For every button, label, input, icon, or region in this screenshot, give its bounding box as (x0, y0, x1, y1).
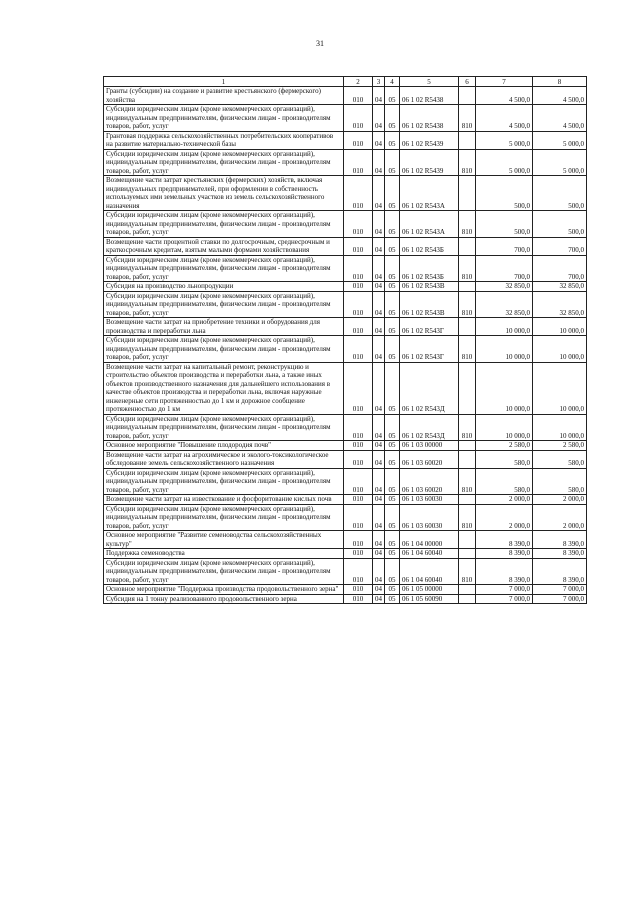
expense-type-cell: 810 (459, 414, 476, 441)
amount-cell: 4 500,0 (476, 87, 533, 105)
subsection-cell: 05 (385, 291, 400, 318)
amount-cell: 500,0 (533, 211, 587, 238)
row-name-cell: Субсидии юридическим лицам (кроме некоммерческих организаций), индивидуальным предпринимателям, физическим лицам - производителям товаров, работ, услуг (104, 149, 344, 176)
amount-cell: 2 000,0 (476, 495, 533, 505)
header-cell-8: 8 (533, 77, 587, 87)
row-name-cell: Возмещение части процентной ставки по долгосрочным, среднесрочным и краткосрочным кредитам, взятым малыми формами хозяйствования (104, 237, 344, 255)
row-name-cell: Возмещение части затрат на агрохимическое и эколого-токсикологическое обследование земель сельскохозяйственного назначения (104, 450, 344, 468)
target-article-cell: 06 1 02 R543А (400, 176, 459, 211)
subsection-cell: 05 (385, 558, 400, 585)
target-article-cell: 06 1 03 60030 (400, 495, 459, 505)
target-article-cell: 06 1 04 60040 (400, 549, 459, 559)
amount-cell: 32 850,0 (533, 282, 587, 292)
code-cell: 010 (344, 87, 373, 105)
expense-type-cell (459, 87, 476, 105)
section-cell: 04 (373, 105, 385, 132)
code-cell: 010 (344, 176, 373, 211)
amount-cell: 2 000,0 (476, 504, 533, 531)
table-row (104, 558, 587, 585)
row-name-cell: Субсидии юридическим лицам (кроме некоммерческих организаций), индивидуальным предпринимателям, физическим лицам - производителям товаров, работ, услуг (104, 468, 344, 495)
table-row (104, 282, 587, 292)
code-cell: 010 (344, 468, 373, 495)
amount-cell: 8 390,0 (476, 531, 533, 549)
row-name-cell: Грантовая поддержка сельскохозяйственных потребительских кооперативов на развитие материально-технической базы (104, 131, 344, 149)
amount-cell: 8 390,0 (533, 531, 587, 549)
row-name-cell: Субсидии юридическим лицам (кроме некоммерческих организаций), индивидуальным предпринимателям, физическим лицам - производителям товаров, работ, услуг (104, 336, 344, 363)
expense-type-cell (459, 585, 476, 595)
amount-cell: 7 000,0 (533, 585, 587, 595)
target-article-cell: 06 1 02 R543А (400, 211, 459, 238)
subsection-cell: 05 (385, 594, 400, 604)
header-cell-7: 7 (476, 77, 533, 87)
table-row (104, 585, 587, 595)
amount-cell: 700,0 (476, 237, 533, 255)
subsection-cell: 05 (385, 362, 400, 414)
amount-cell: 7 000,0 (533, 594, 587, 604)
row-name-cell: Субсидии юридическим лицам (кроме некоммерческих организаций), индивидуальным предпринимателям, физическим лицам - производителям товаров, работ, услуг (104, 105, 344, 132)
expense-type-cell: 810 (459, 558, 476, 585)
section-cell: 04 (373, 131, 385, 149)
code-cell: 010 (344, 237, 373, 255)
amount-cell: 10 000,0 (476, 362, 533, 414)
expense-type-cell (459, 282, 476, 292)
code-cell: 010 (344, 211, 373, 238)
row-name-cell: Субсидии юридическим лицам (кроме некоммерческих организаций), индивидуальным предпринимателям, физическим лицам - производителям товаров, работ, услуг (104, 255, 344, 282)
subsection-cell: 05 (385, 176, 400, 211)
code-cell: 010 (344, 549, 373, 559)
amount-cell: 10 000,0 (476, 318, 533, 336)
table-row (104, 149, 587, 176)
amount-cell: 8 390,0 (533, 558, 587, 585)
subsection-cell: 05 (385, 255, 400, 282)
section-cell: 04 (373, 558, 385, 585)
amount-cell: 32 850,0 (476, 282, 533, 292)
amount-cell: 4 500,0 (533, 87, 587, 105)
code-cell: 010 (344, 414, 373, 441)
target-article-cell: 06 1 02 R5438 (400, 105, 459, 132)
table-row (104, 291, 587, 318)
subsection-cell: 05 (385, 131, 400, 149)
code-cell: 010 (344, 291, 373, 318)
header-cell-2: 2 (344, 77, 373, 87)
expense-type-cell: 810 (459, 336, 476, 363)
amount-cell: 32 850,0 (533, 291, 587, 318)
section-cell: 04 (373, 531, 385, 549)
expense-type-cell: 810 (459, 211, 476, 238)
section-cell: 04 (373, 594, 385, 604)
amount-cell: 580,0 (533, 468, 587, 495)
table-row (104, 504, 587, 531)
target-article-cell: 06 1 04 60040 (400, 558, 459, 585)
row-name-cell: Субсидия на 1 тонну реализованного продовольственного зерна (104, 594, 344, 604)
expense-type-cell (459, 237, 476, 255)
code-cell: 010 (344, 531, 373, 549)
amount-cell: 580,0 (476, 450, 533, 468)
table-row (104, 531, 587, 549)
section-cell: 04 (373, 450, 385, 468)
section-cell: 04 (373, 414, 385, 441)
amount-cell: 500,0 (476, 211, 533, 238)
target-article-cell: 06 1 02 R543Г (400, 318, 459, 336)
code-cell: 010 (344, 131, 373, 149)
amount-cell: 5 000,0 (476, 131, 533, 149)
code-cell: 010 (344, 255, 373, 282)
table-row (104, 468, 587, 495)
subsection-cell: 05 (385, 105, 400, 132)
amount-cell: 580,0 (476, 468, 533, 495)
row-name-cell: Поддержка семеноводства (104, 549, 344, 559)
target-article-cell: 06 1 02 R5438 (400, 87, 459, 105)
amount-cell: 700,0 (533, 255, 587, 282)
section-cell: 04 (373, 441, 385, 451)
target-article-cell: 06 1 02 R543В (400, 282, 459, 292)
table-row (104, 237, 587, 255)
row-name-cell: Возмещение части затрат на приобретение техники и оборудования для производства и переработки льна (104, 318, 344, 336)
row-name-cell: Возмещение части затрат на капитальный ремонт, реконструкцию и строительство объектов производства и переработки льна, а также иных объектов производственного назначения для дальнейшего использования в качестве объектов производства и переработки льна, включая наружные инженерные сети протяженностью до 1 км и дорожное сообщение протяженностью до 1 км (104, 362, 344, 414)
expense-type-cell (459, 176, 476, 211)
table-header-row (104, 77, 587, 87)
subsection-cell: 05 (385, 211, 400, 238)
subsection-cell: 05 (385, 450, 400, 468)
target-article-cell: 06 1 02 R5439 (400, 149, 459, 176)
section-cell: 04 (373, 585, 385, 595)
table-row (104, 414, 587, 441)
target-article-cell: 06 1 04 00000 (400, 531, 459, 549)
code-cell: 010 (344, 149, 373, 176)
target-article-cell: 06 1 02 R543Г (400, 336, 459, 363)
target-article-cell: 06 1 05 00000 (400, 585, 459, 595)
row-name-cell: Основное мероприятие "Повышение плодородия почв" (104, 441, 344, 451)
header-cell-4: 4 (385, 77, 400, 87)
expense-type-cell: 810 (459, 291, 476, 318)
amount-cell: 8 390,0 (533, 549, 587, 559)
amount-cell: 10 000,0 (533, 318, 587, 336)
amount-cell: 5 000,0 (476, 149, 533, 176)
table-row (104, 450, 587, 468)
expense-type-cell: 810 (459, 105, 476, 132)
row-name-cell: Возмещение части затрат на известкование и фосфоритование кислых почв (104, 495, 344, 505)
row-name-cell: Основное мероприятие "Развитие семеноводства сельскохозяйственных культур" (104, 531, 344, 549)
amount-cell: 4 500,0 (533, 105, 587, 132)
code-cell: 010 (344, 105, 373, 132)
target-article-cell: 06 1 02 R5439 (400, 131, 459, 149)
amount-cell: 7 000,0 (476, 594, 533, 604)
amount-cell: 10 000,0 (533, 414, 587, 441)
page-number: 31 (316, 39, 324, 48)
code-cell: 010 (344, 362, 373, 414)
target-article-cell: 06 1 03 60020 (400, 450, 459, 468)
expense-type-cell (459, 362, 476, 414)
section-cell: 04 (373, 468, 385, 495)
subsection-cell: 05 (385, 441, 400, 451)
row-name-cell: Возмещение части затрат крестьянских (фермерских) хозяйств, включая индивидуальных предпринимателей, при оформлении в собственность используемых ими земельных участков из земель сельскохозяйственного назначения (104, 176, 344, 211)
code-cell: 010 (344, 441, 373, 451)
header-cell-3: 3 (373, 77, 385, 87)
table-row (104, 549, 587, 559)
expense-type-cell: 810 (459, 504, 476, 531)
expense-type-cell (459, 531, 476, 549)
amount-cell: 2 000,0 (533, 504, 587, 531)
amount-cell: 2 000,0 (533, 495, 587, 505)
expense-type-cell (459, 450, 476, 468)
amount-cell: 10 000,0 (533, 362, 587, 414)
expense-type-cell: 810 (459, 468, 476, 495)
code-cell: 010 (344, 504, 373, 531)
section-cell: 04 (373, 176, 385, 211)
section-cell: 04 (373, 504, 385, 531)
target-article-cell: 06 1 02 R543Д (400, 414, 459, 441)
budget-table (103, 76, 587, 604)
row-name-cell: Гранты (субсидии) на создание и развитие крестьянского (фермерского) хозяйства (104, 87, 344, 105)
expense-type-cell: 810 (459, 149, 476, 176)
table-row (104, 211, 587, 238)
target-article-cell: 06 1 02 R543Б (400, 255, 459, 282)
section-cell: 04 (373, 149, 385, 176)
table-row (104, 255, 587, 282)
row-name-cell: Субсидии юридическим лицам (кроме некоммерческих организаций), индивидуальным предпринимателям, физическим лицам - производителям товаров, работ, услуг (104, 291, 344, 318)
subsection-cell: 05 (385, 149, 400, 176)
code-cell: 010 (344, 450, 373, 468)
target-article-cell: 06 1 03 60020 (400, 468, 459, 495)
section-cell: 04 (373, 291, 385, 318)
subsection-cell: 05 (385, 495, 400, 505)
expense-type-cell (459, 131, 476, 149)
code-cell: 010 (344, 495, 373, 505)
subsection-cell: 05 (385, 549, 400, 559)
header-cell-5: 5 (400, 77, 459, 87)
code-cell: 010 (344, 594, 373, 604)
amount-cell: 8 390,0 (476, 549, 533, 559)
row-name-cell: Субсидии юридическим лицам (кроме некоммерческих организаций), индивидуальным предпринимателям, физическим лицам - производителям товаров, работ, услуг (104, 558, 344, 585)
row-name-cell: Субсидия на производство льнопродукции (104, 282, 344, 292)
subsection-cell: 05 (385, 318, 400, 336)
amount-cell: 5 000,0 (533, 131, 587, 149)
target-article-cell: 06 1 02 R543Д (400, 362, 459, 414)
target-article-cell: 06 1 02 R543Б (400, 237, 459, 255)
code-cell: 010 (344, 282, 373, 292)
table-row (104, 594, 587, 604)
section-cell: 04 (373, 495, 385, 505)
section-cell: 04 (373, 318, 385, 336)
section-cell: 04 (373, 549, 385, 559)
expense-type-cell (459, 549, 476, 559)
subsection-cell: 05 (385, 87, 400, 105)
amount-cell: 500,0 (476, 176, 533, 211)
header-cell-6: 6 (459, 77, 476, 87)
amount-cell: 500,0 (533, 176, 587, 211)
expense-type-cell (459, 495, 476, 505)
section-cell: 04 (373, 255, 385, 282)
row-name-cell: Основное мероприятие "Поддержка производства продовольственного зерна" (104, 585, 344, 595)
target-article-cell: 06 1 03 00000 (400, 441, 459, 451)
header-cell-1: 1 (104, 77, 344, 87)
section-cell: 04 (373, 211, 385, 238)
table-row (104, 318, 587, 336)
amount-cell: 4 500,0 (476, 105, 533, 132)
row-name-cell: Субсидии юридическим лицам (кроме некоммерческих организаций), индивидуальным предпринимателям, физическим лицам - производителям товаров, работ, услуг (104, 211, 344, 238)
amount-cell: 32 850,0 (476, 291, 533, 318)
subsection-cell: 05 (385, 282, 400, 292)
expense-type-cell (459, 318, 476, 336)
code-cell: 010 (344, 336, 373, 363)
code-cell: 010 (344, 585, 373, 595)
target-article-cell: 06 1 05 60090 (400, 594, 459, 604)
section-cell: 04 (373, 282, 385, 292)
table-row (104, 495, 587, 505)
target-article-cell: 06 1 03 60030 (400, 504, 459, 531)
table-row (104, 362, 587, 414)
section-cell: 04 (373, 362, 385, 414)
subsection-cell: 05 (385, 504, 400, 531)
target-article-cell: 06 1 02 R543В (400, 291, 459, 318)
amount-cell: 700,0 (476, 255, 533, 282)
code-cell: 010 (344, 558, 373, 585)
amount-cell: 580,0 (533, 450, 587, 468)
table-row (104, 105, 587, 132)
section-cell: 04 (373, 87, 385, 105)
subsection-cell: 05 (385, 414, 400, 441)
amount-cell: 10 000,0 (533, 336, 587, 363)
row-name-cell: Субсидии юридическим лицам (кроме некоммерческих организаций), индивидуальным предпринимателям, физическим лицам - производителям товаров, работ, услуг (104, 414, 344, 441)
amount-cell: 2 580,0 (533, 441, 587, 451)
amount-cell: 8 390,0 (476, 558, 533, 585)
amount-cell: 7 000,0 (476, 585, 533, 595)
amount-cell: 700,0 (533, 237, 587, 255)
row-name-cell: Субсидии юридическим лицам (кроме некоммерческих организаций), индивидуальным предпринимателям, физическим лицам - производителям товаров, работ, услуг (104, 504, 344, 531)
amount-cell: 10 000,0 (476, 414, 533, 441)
subsection-cell: 05 (385, 237, 400, 255)
subsection-cell: 05 (385, 336, 400, 363)
table-row (104, 131, 587, 149)
expense-type-cell (459, 594, 476, 604)
section-cell: 04 (373, 237, 385, 255)
subsection-cell: 05 (385, 531, 400, 549)
table-row (104, 441, 587, 451)
expense-type-cell: 810 (459, 255, 476, 282)
subsection-cell: 05 (385, 468, 400, 495)
code-cell: 010 (344, 318, 373, 336)
table-row (104, 87, 587, 105)
subsection-cell: 05 (385, 585, 400, 595)
amount-cell: 2 580,0 (476, 441, 533, 451)
amount-cell: 10 000,0 (476, 336, 533, 363)
expense-type-cell (459, 441, 476, 451)
amount-cell: 5 000,0 (533, 149, 587, 176)
table-row (104, 176, 587, 211)
section-cell: 04 (373, 336, 385, 363)
table-row (104, 336, 587, 363)
